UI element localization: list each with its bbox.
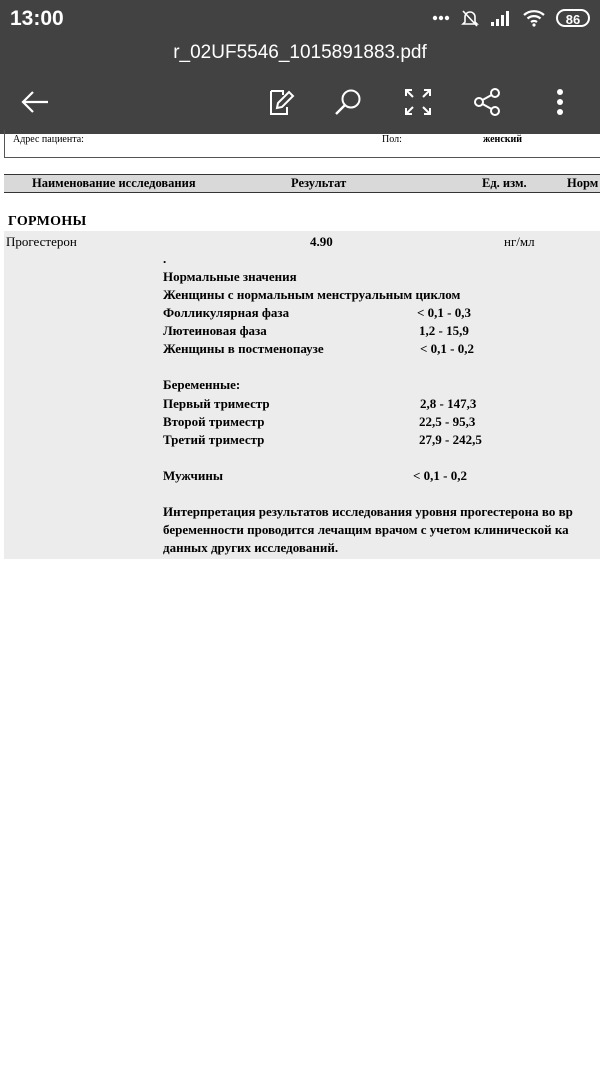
reference-women-normal: Женщины с нормальным менструальным циклом <box>163 287 461 302</box>
back-button[interactable] <box>15 82 55 122</box>
reference-follicular-label: Фолликулярная фаза <box>163 305 290 320</box>
status-icons <box>432 8 590 28</box>
interpretation-note-line-3: данных других исследований. <box>163 540 339 555</box>
battery-icon: 86 <box>556 9 590 27</box>
app-bar <box>0 38 600 134</box>
clock: 13:00 <box>10 7 64 30</box>
reference-trimester1-value: 2,8 - 147,3 <box>420 396 477 411</box>
reference-follicular-value: < 0,1 - 0,3 <box>417 305 471 320</box>
back-arrow-icon <box>20 90 50 114</box>
sex-value: женский <box>483 134 523 145</box>
reference-title: Нормальные значения <box>163 269 297 284</box>
more-dots-icon <box>432 15 450 21</box>
reference-men-label: Мужчины <box>163 468 223 483</box>
section-title: ГОРМОНЫ <box>8 214 87 229</box>
test-result: 4.90 <box>310 234 333 249</box>
document-title: r_02UF5546_1015891883.pdf <box>173 42 427 63</box>
fullscreen-icon <box>404 88 432 116</box>
fullscreen-button[interactable] <box>398 82 438 122</box>
status-bar <box>0 0 600 38</box>
reference-luteal-label: Лютеиновая фаза <box>163 323 267 338</box>
interpretation-note-line-2: беременности проводится лечащим врачом с учетом клинической ка <box>163 522 569 537</box>
patient-info-box <box>4 130 600 158</box>
overflow-menu-button[interactable] <box>540 82 580 122</box>
search-button[interactable] <box>328 82 368 122</box>
alarm-off-icon <box>460 8 480 28</box>
reference-postmeno-label: Женщины в постменопаузе <box>163 341 324 356</box>
reference-postmeno-value: < 0,1 - 0,2 <box>420 341 474 356</box>
results-table-header <box>4 174 600 193</box>
share-button[interactable] <box>467 82 507 122</box>
test-unit: нг/мл <box>504 234 535 249</box>
column-result: Результат <box>291 176 347 190</box>
test-result-row <box>4 231 600 559</box>
address-label: Адрес пациента: <box>13 134 84 145</box>
reference-trimester1-label: Первый триместр <box>163 396 270 411</box>
reference-luteal-value: 1,2 - 15,9 <box>419 323 469 338</box>
wifi-icon <box>522 9 546 27</box>
reference-trimester2-value: 22,5 - 95,3 <box>419 414 476 429</box>
edit-button[interactable] <box>260 82 300 122</box>
reference-dot: . <box>163 251 167 266</box>
column-norm: Норм <box>567 176 599 190</box>
reference-trimester3-label: Третий триместр <box>163 432 265 447</box>
column-test-name: Наименование исследования <box>32 176 196 190</box>
reference-trimester3-value: 27,9 - 242,5 <box>419 432 482 447</box>
reference-men-value: < 0,1 - 0,2 <box>413 468 467 483</box>
search-icon <box>333 87 363 117</box>
more-vertical-icon <box>556 88 564 116</box>
test-name: Прогестерон <box>6 234 77 249</box>
edit-icon <box>265 87 295 117</box>
pdf-page[interactable] <box>0 134 600 1066</box>
reference-pregnant-title: Беременные: <box>163 377 241 392</box>
column-unit: Ед. изм. <box>482 176 527 190</box>
sex-label: Пол: <box>382 134 402 145</box>
interpretation-note-line-1: Интерпретация результатов исследования уровня прогестерона во вр <box>163 504 573 519</box>
signal-icon <box>490 9 512 27</box>
reference-trimester2-label: Второй триместр <box>163 414 265 429</box>
share-icon <box>472 87 502 117</box>
